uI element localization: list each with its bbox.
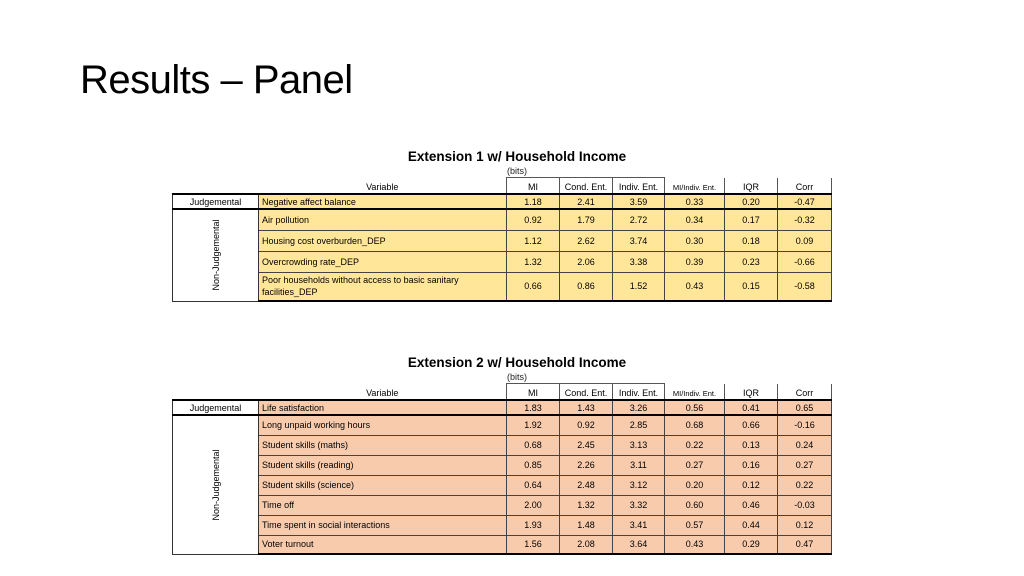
variable-cell: Poor households without access to basic sanitary facilities_DEP: [259, 272, 507, 301]
mi-indiv-cell: 0.43: [665, 535, 725, 554]
mi-indiv-cell: 0.30: [665, 230, 725, 251]
corr-cell: 0.09: [778, 230, 832, 251]
mi-indiv-cell: 0.27: [665, 455, 725, 475]
mi-indiv-cell: 0.60: [665, 495, 725, 515]
table-row: [173, 415, 832, 435]
table-extension-2: [172, 354, 832, 555]
col-indiv-ent-header: Indiv. Ent.: [613, 178, 665, 195]
variable-cell: Student skills (maths): [259, 435, 507, 455]
table2-grid: [172, 383, 832, 555]
cond-ent-cell: 0.92: [560, 415, 613, 435]
mi-cell: 1.93: [507, 515, 560, 535]
indiv-ent-cell: 3.11: [613, 455, 665, 475]
cond-ent-cell: 2.26: [560, 455, 613, 475]
mi-cell: 0.92: [507, 209, 560, 230]
non-judgemental-label: Non-Judgemental: [210, 449, 221, 521]
table2-units: (bits): [507, 372, 527, 382]
corr-cell: -0.32: [778, 209, 832, 230]
table1-grid: [172, 177, 832, 302]
mi-cell: 1.12: [507, 230, 560, 251]
indiv-ent-cell: 3.41: [613, 515, 665, 535]
col-corr-header: Corr: [778, 178, 832, 195]
col-variable-header: Variable: [366, 388, 399, 398]
table-row: [173, 272, 832, 301]
indiv-ent-cell: 3.26: [613, 400, 665, 415]
cond-ent-cell: 2.08: [560, 535, 613, 554]
table-row: [173, 475, 832, 495]
corr-cell: -0.03: [778, 495, 832, 515]
table-extension-1: [172, 148, 832, 302]
iqr-cell: 0.46: [725, 495, 778, 515]
cond-ent-cell: 2.41: [560, 194, 613, 209]
table-row: [173, 435, 832, 455]
col-iqr-header: IQR: [725, 384, 778, 401]
cond-ent-cell: 1.48: [560, 515, 613, 535]
iqr-cell: 0.66: [725, 415, 778, 435]
indiv-ent-cell: 1.52: [613, 272, 665, 301]
variable-cell: Long unpaid working hours: [259, 415, 507, 435]
corr-cell: -0.47: [778, 194, 832, 209]
variable-cell: Time off: [259, 495, 507, 515]
category-non-judgemental: [173, 209, 259, 301]
category-judgemental: Judgemental: [173, 194, 259, 209]
indiv-ent-cell: 3.74: [613, 230, 665, 251]
mi-indiv-cell: 0.22: [665, 435, 725, 455]
mi-cell: 0.68: [507, 435, 560, 455]
mi-indiv-cell: 0.39: [665, 251, 725, 272]
variable-cell: Housing cost overburden_DEP: [259, 230, 507, 251]
table-row: [173, 515, 832, 535]
mi-indiv-cell: 0.34: [665, 209, 725, 230]
iqr-cell: 0.16: [725, 455, 778, 475]
col-mi-header: MI: [507, 178, 560, 195]
table-row: [173, 495, 832, 515]
variable-cell: Air pollution: [259, 209, 507, 230]
iqr-cell: 0.41: [725, 400, 778, 415]
cond-ent-cell: 2.06: [560, 251, 613, 272]
cond-ent-cell: 2.48: [560, 475, 613, 495]
iqr-cell: 0.20: [725, 194, 778, 209]
iqr-cell: 0.18: [725, 230, 778, 251]
mi-indiv-cell: 0.43: [665, 272, 725, 301]
indiv-ent-cell: 2.72: [613, 209, 665, 230]
table-row: [173, 455, 832, 475]
mi-indiv-cell: 0.33: [665, 194, 725, 209]
variable-cell: Student skills (science): [259, 475, 507, 495]
corr-cell: 0.65: [778, 400, 832, 415]
col-variable-header: Variable: [366, 182, 399, 192]
table-row: [173, 251, 832, 272]
corr-cell: -0.58: [778, 272, 832, 301]
table-row: [173, 230, 832, 251]
variable-cell: Life satisfaction: [259, 400, 507, 415]
iqr-cell: 0.29: [725, 535, 778, 554]
corr-cell: -0.16: [778, 415, 832, 435]
cond-ent-cell: 2.45: [560, 435, 613, 455]
col-cond-ent-header: Cond. Ent.: [560, 178, 613, 195]
table1-header-row: [173, 178, 832, 195]
col-cond-ent-header: Cond. Ent.: [560, 384, 613, 401]
corr-cell: 0.47: [778, 535, 832, 554]
table2-title: Extension 2 w/ Household Income: [407, 355, 627, 370]
table-row: [173, 400, 832, 415]
table-row: [173, 194, 832, 209]
iqr-cell: 0.44: [725, 515, 778, 535]
corr-cell: 0.12: [778, 515, 832, 535]
iqr-cell: 0.23: [725, 251, 778, 272]
category-judgemental: Judgemental: [173, 400, 259, 415]
indiv-ent-cell: 2.85: [613, 415, 665, 435]
mi-cell: 2.00: [507, 495, 560, 515]
table-row: [173, 209, 832, 230]
table2-header-row: [173, 384, 832, 401]
cond-ent-cell: 2.62: [560, 230, 613, 251]
indiv-ent-cell: 3.13: [613, 435, 665, 455]
table1-title: Extension 1 w/ Household Income: [407, 149, 627, 164]
cond-ent-cell: 0.86: [560, 272, 613, 301]
mi-indiv-cell: 0.68: [665, 415, 725, 435]
mi-cell: 0.66: [507, 272, 560, 301]
indiv-ent-cell: 3.64: [613, 535, 665, 554]
mi-indiv-cell: 0.57: [665, 515, 725, 535]
col-mi-indiv-header: MI/Indiv. Ent.: [665, 384, 725, 401]
category-non-judgemental: [173, 415, 259, 554]
indiv-ent-cell: 3.12: [613, 475, 665, 495]
col-mi-indiv-header: MI/Indiv. Ent.: [665, 178, 725, 195]
mi-cell: 0.64: [507, 475, 560, 495]
variable-cell: Time spent in social interactions: [259, 515, 507, 535]
mi-cell: 0.85: [507, 455, 560, 475]
non-judgemental-label: Non-Judgemental: [210, 219, 221, 291]
iqr-cell: 0.13: [725, 435, 778, 455]
mi-indiv-cell: 0.56: [665, 400, 725, 415]
slide-title: Results – Panel: [80, 58, 353, 102]
corr-cell: -0.66: [778, 251, 832, 272]
iqr-cell: 0.15: [725, 272, 778, 301]
col-iqr-header: IQR: [725, 178, 778, 195]
variable-cell: Overcrowding rate_DEP: [259, 251, 507, 272]
indiv-ent-cell: 3.32: [613, 495, 665, 515]
indiv-ent-cell: 3.38: [613, 251, 665, 272]
corr-cell: 0.22: [778, 475, 832, 495]
mi-cell: 1.56: [507, 535, 560, 554]
col-mi-header: MI: [507, 384, 560, 401]
mi-cell: 1.83: [507, 400, 560, 415]
variable-cell: Student skills (reading): [259, 455, 507, 475]
indiv-ent-cell: 3.59: [613, 194, 665, 209]
mi-indiv-cell: 0.20: [665, 475, 725, 495]
col-indiv-ent-header: Indiv. Ent.: [613, 384, 665, 401]
table1-units: (bits): [507, 166, 527, 176]
cond-ent-cell: 1.43: [560, 400, 613, 415]
mi-cell: 1.32: [507, 251, 560, 272]
variable-cell: Voter turnout: [259, 535, 507, 554]
corr-cell: 0.27: [778, 455, 832, 475]
variable-cell: Negative affect balance: [259, 194, 507, 209]
iqr-cell: 0.12: [725, 475, 778, 495]
table-row: [173, 535, 832, 554]
cond-ent-cell: 1.79: [560, 209, 613, 230]
col-corr-header: Corr: [778, 384, 832, 401]
cond-ent-cell: 1.32: [560, 495, 613, 515]
mi-cell: 1.18: [507, 194, 560, 209]
mi-cell: 1.92: [507, 415, 560, 435]
corr-cell: 0.24: [778, 435, 832, 455]
iqr-cell: 0.17: [725, 209, 778, 230]
